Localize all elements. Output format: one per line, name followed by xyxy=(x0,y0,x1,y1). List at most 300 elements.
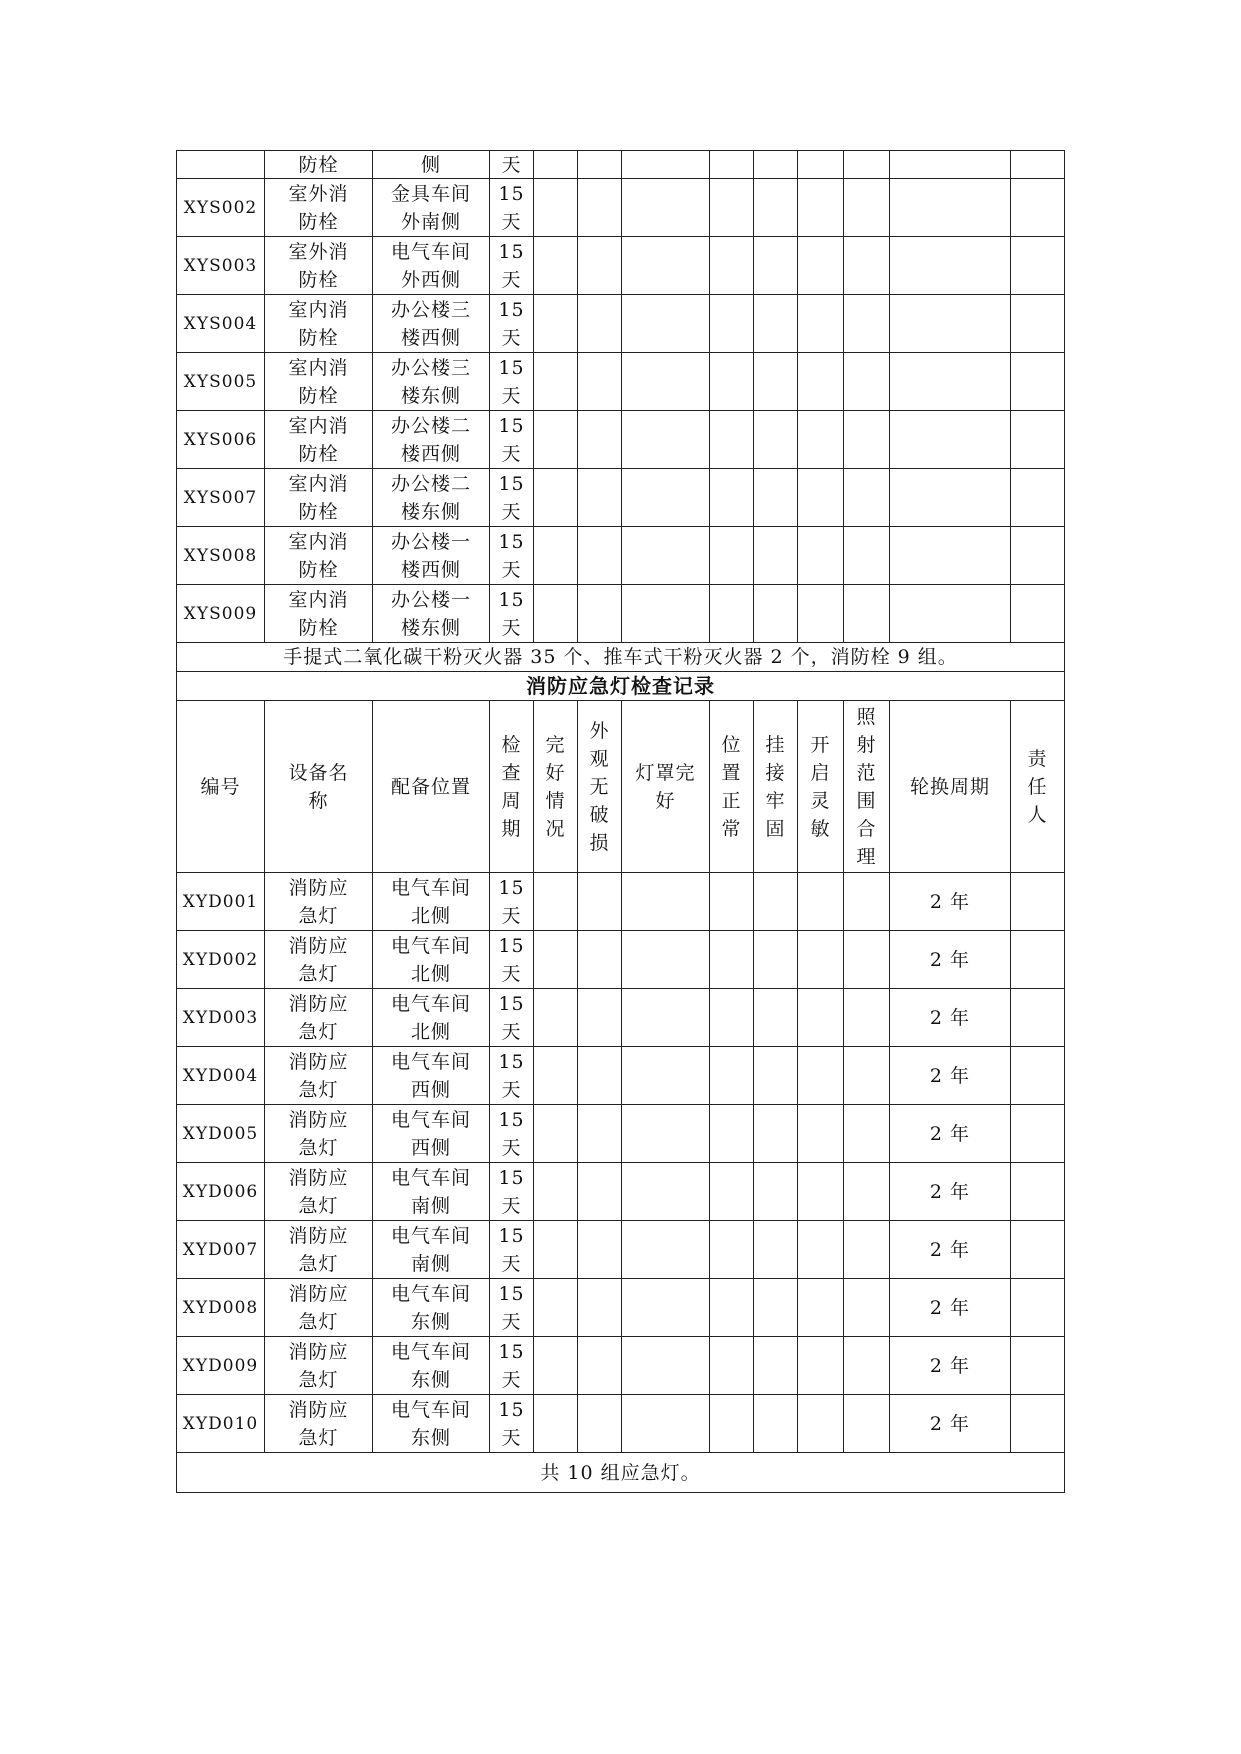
blank-cell xyxy=(798,469,844,527)
header-cover-line: 好 xyxy=(655,789,676,812)
blank-cell xyxy=(890,469,1011,527)
id-cell: XYS007 xyxy=(177,469,265,527)
id-cell: XYS006 xyxy=(177,411,265,469)
blank-cell xyxy=(844,585,890,643)
blank-cell xyxy=(798,353,844,411)
cycle-cell-line: 天 xyxy=(501,500,522,523)
id-cell: XYD003 xyxy=(177,989,265,1047)
blank-cell xyxy=(798,411,844,469)
header-switch-line: 开 xyxy=(810,733,831,756)
header-owner-line: 责 xyxy=(1027,747,1048,770)
table-row xyxy=(177,237,1065,295)
blank-cell xyxy=(754,353,798,411)
blank-cell xyxy=(798,295,844,353)
cycle-cell-line: 15 xyxy=(498,1224,525,1247)
header-position-line: 常 xyxy=(721,817,742,840)
cycle-cell-line: 天 xyxy=(501,904,522,927)
header-owner-line: 人 xyxy=(1027,803,1048,826)
name-cell-line: 急灯 xyxy=(298,1426,339,1449)
rotation-cell: 2 年 xyxy=(890,989,1011,1047)
location-cell: 侧 xyxy=(373,151,490,179)
blank-cell xyxy=(754,237,798,295)
location-cell xyxy=(373,295,490,353)
blank-cell xyxy=(622,179,710,237)
blank-cell xyxy=(578,469,622,527)
header-id: 编号 xyxy=(177,701,265,873)
blank-cell xyxy=(534,1337,578,1395)
cycle-cell xyxy=(490,873,534,931)
location-cell-line: 西侧 xyxy=(410,1136,451,1159)
blank-cell xyxy=(710,295,754,353)
blank-cell xyxy=(844,179,890,237)
header-intact-line: 好 xyxy=(545,761,566,784)
location-cell-line: 外南侧 xyxy=(400,210,461,233)
cycle-cell xyxy=(490,1337,534,1395)
blank-cell xyxy=(622,873,710,931)
header-appearance-line: 外 xyxy=(589,719,610,742)
blank-cell xyxy=(710,411,754,469)
blank-cell xyxy=(710,1337,754,1395)
location-cell-line: 办公楼二 xyxy=(390,414,471,437)
name-cell-line: 消防应 xyxy=(288,1050,349,1073)
location-cell xyxy=(373,1163,490,1221)
cycle-cell-line: 15 xyxy=(498,182,525,205)
name-cell xyxy=(265,411,373,469)
blank-cell xyxy=(844,353,890,411)
owner-cell xyxy=(1011,1221,1065,1279)
blank-cell xyxy=(578,1105,622,1163)
blank-cell xyxy=(754,585,798,643)
blank-cell xyxy=(890,527,1011,585)
cycle-cell-line: 天 xyxy=(501,1252,522,1275)
rotation-cell: 2 年 xyxy=(890,1105,1011,1163)
name-cell xyxy=(265,585,373,643)
blank-cell xyxy=(1011,585,1065,643)
header-cycle-line: 周 xyxy=(501,789,522,812)
cycle-cell xyxy=(490,179,534,237)
location-cell xyxy=(373,873,490,931)
header-range xyxy=(844,701,890,873)
cycle-cell xyxy=(490,1105,534,1163)
blank-cell xyxy=(710,179,754,237)
blank-cell xyxy=(1011,469,1065,527)
header-cycle xyxy=(490,701,534,873)
location-cell xyxy=(373,1105,490,1163)
header-range-line: 范 xyxy=(856,761,877,784)
location-cell-line: 金具车间 xyxy=(390,182,471,205)
header-mounting-line: 固 xyxy=(765,817,786,840)
cycle-cell xyxy=(490,527,534,585)
cycle-cell xyxy=(490,989,534,1047)
cycle-cell-line: 15 xyxy=(498,356,525,379)
location-cell-line: 电气车间 xyxy=(390,1108,471,1131)
blank-cell xyxy=(534,931,578,989)
cycle-cell xyxy=(490,1395,534,1453)
blank-cell xyxy=(754,179,798,237)
location-cell xyxy=(373,1221,490,1279)
cycle-cell xyxy=(490,353,534,411)
name-cell-line: 防栓 xyxy=(298,442,339,465)
cycle-cell xyxy=(490,931,534,989)
name-cell-line: 防栓 xyxy=(298,210,339,233)
cycle-cell xyxy=(490,1163,534,1221)
owner-cell xyxy=(1011,1047,1065,1105)
blank-cell xyxy=(710,585,754,643)
location-cell-line: 办公楼二 xyxy=(390,472,471,495)
location-cell-line: 办公楼一 xyxy=(390,530,471,553)
location-cell-line: 电气车间 xyxy=(390,1398,471,1421)
blank-cell xyxy=(622,411,710,469)
blank-cell xyxy=(1011,179,1065,237)
location-cell xyxy=(373,989,490,1047)
location-cell xyxy=(373,469,490,527)
location-cell-line: 电气车间 xyxy=(390,1224,471,1247)
blank-cell xyxy=(754,1163,798,1221)
location-cell xyxy=(373,411,490,469)
id-cell: XYD005 xyxy=(177,1105,265,1163)
blank-cell xyxy=(710,469,754,527)
header-range-line: 理 xyxy=(856,845,877,868)
blank-cell xyxy=(890,411,1011,469)
name-cell-line: 急灯 xyxy=(298,1020,339,1043)
blank-cell xyxy=(754,295,798,353)
header-cycle-line: 检 xyxy=(501,733,522,756)
blank-cell xyxy=(890,295,1011,353)
blank-cell xyxy=(710,527,754,585)
blank-cell xyxy=(622,931,710,989)
name-cell xyxy=(265,353,373,411)
name-cell xyxy=(265,1105,373,1163)
location-cell-line: 办公楼三 xyxy=(390,298,471,321)
header-mounting xyxy=(754,701,798,873)
blank-cell xyxy=(1011,411,1065,469)
table-row xyxy=(177,469,1065,527)
blank-cell xyxy=(844,1221,890,1279)
cycle-cell xyxy=(490,295,534,353)
location-cell-line: 电气车间 xyxy=(390,1050,471,1073)
name-cell xyxy=(265,295,373,353)
location-cell-line: 东侧 xyxy=(410,1310,451,1333)
location-cell-line: 东侧 xyxy=(410,1426,451,1449)
owner-cell xyxy=(1011,1279,1065,1337)
id-cell xyxy=(177,151,265,179)
cycle-cell-line: 天 xyxy=(501,558,522,581)
cycle-cell-line: 15 xyxy=(498,1166,525,1189)
blank-cell xyxy=(622,1395,710,1453)
blank-cell xyxy=(798,1279,844,1337)
blank-cell xyxy=(754,1337,798,1395)
header-appearance xyxy=(578,701,622,873)
blank-cell xyxy=(578,295,622,353)
summary-row xyxy=(177,643,1065,672)
blank-cell xyxy=(798,931,844,989)
hydrant-summary: 手提式二氧化碳干粉灭火器 35 个、推车式干粉灭火器 2 个，消防栓 9 组。 xyxy=(177,643,1065,672)
id-cell: XYD002 xyxy=(177,931,265,989)
cycle-cell-line: 天 xyxy=(501,268,522,291)
blank-cell xyxy=(754,527,798,585)
cycle-cell-line: 天 xyxy=(501,384,522,407)
cycle-cell-line: 15 xyxy=(498,414,525,437)
blank-cell xyxy=(844,989,890,1047)
name-cell xyxy=(265,873,373,931)
name-cell xyxy=(265,1163,373,1221)
blank-cell xyxy=(798,1105,844,1163)
name-cell-line: 室内消 xyxy=(288,298,349,321)
owner-cell xyxy=(1011,931,1065,989)
rotation-cell: 2 年 xyxy=(890,873,1011,931)
cycle-cell-line: 天 xyxy=(501,1136,522,1159)
cycle-cell-line: 天 xyxy=(501,1020,522,1043)
owner-cell xyxy=(1011,1163,1065,1221)
cycle-cell-line: 15 xyxy=(498,472,525,495)
cycle-cell-line: 15 xyxy=(498,240,525,263)
cycle-cell-line: 15 xyxy=(498,1282,525,1305)
cycle-cell-line: 15 xyxy=(498,1398,525,1421)
blank-cell xyxy=(534,1163,578,1221)
blank-cell xyxy=(710,989,754,1047)
id-cell: XYD007 xyxy=(177,1221,265,1279)
name-cell-line: 室内消 xyxy=(288,530,349,553)
blank-cell xyxy=(622,527,710,585)
blank-cell xyxy=(622,1163,710,1221)
section-title-row xyxy=(177,672,1065,701)
rotation-cell: 2 年 xyxy=(890,1221,1011,1279)
blank-cell xyxy=(534,1221,578,1279)
blank-cell xyxy=(844,295,890,353)
cycle-cell-line: 天 xyxy=(501,1310,522,1333)
blank-cell xyxy=(754,1279,798,1337)
blank-cell xyxy=(534,1105,578,1163)
cycle-cell-line: 天 xyxy=(501,442,522,465)
blank-cell xyxy=(798,873,844,931)
id-cell: XYD009 xyxy=(177,1337,265,1395)
name-cell-line: 急灯 xyxy=(298,1310,339,1333)
table-row xyxy=(177,179,1065,237)
blank-cell xyxy=(844,411,890,469)
blank-cell xyxy=(844,1047,890,1105)
blank-cell xyxy=(622,1337,710,1395)
table-row xyxy=(177,411,1065,469)
blank-cell xyxy=(844,1337,890,1395)
name-cell-line: 防栓 xyxy=(298,268,339,291)
blank-cell xyxy=(578,1163,622,1221)
header-location: 配备位置 xyxy=(373,701,490,873)
location-cell-line: 北侧 xyxy=(410,1020,451,1043)
location-cell xyxy=(373,1337,490,1395)
blank-cell xyxy=(622,989,710,1047)
cycle-cell: 天 xyxy=(490,151,534,179)
blank-cell xyxy=(534,1047,578,1105)
blank-cell xyxy=(578,873,622,931)
blank-cell xyxy=(578,1337,622,1395)
cycle-cell-line: 15 xyxy=(498,1050,525,1073)
location-cell-line: 楼东侧 xyxy=(400,500,461,523)
location-cell xyxy=(373,931,490,989)
cycle-cell-line: 天 xyxy=(501,962,522,985)
name-cell xyxy=(265,989,373,1047)
blank-cell xyxy=(798,585,844,643)
header-mounting-line: 接 xyxy=(765,761,786,784)
blank-cell xyxy=(754,931,798,989)
blank-cell xyxy=(710,873,754,931)
blank-cell xyxy=(578,1279,622,1337)
blank-cell xyxy=(890,353,1011,411)
location-cell-line: 电气车间 xyxy=(390,1166,471,1189)
table-row xyxy=(177,1395,1065,1453)
blank-cell xyxy=(578,411,622,469)
blank-cell xyxy=(798,1337,844,1395)
blank-cell xyxy=(798,989,844,1047)
name-cell-line: 防栓 xyxy=(298,558,339,581)
table-row xyxy=(177,527,1065,585)
blank-cell xyxy=(710,1163,754,1221)
blank-cell xyxy=(754,989,798,1047)
name-cell-line: 急灯 xyxy=(298,962,339,985)
header-intact-line: 况 xyxy=(545,817,566,840)
header-appearance-line: 无 xyxy=(589,775,610,798)
blank-cell xyxy=(578,237,622,295)
header-appearance-line: 损 xyxy=(589,831,610,854)
name-cell xyxy=(265,931,373,989)
header-switch-line: 启 xyxy=(810,761,831,784)
location-cell-line: 楼东侧 xyxy=(400,384,461,407)
id-cell: XYS009 xyxy=(177,585,265,643)
cycle-cell-line: 15 xyxy=(498,530,525,553)
blank-cell xyxy=(844,527,890,585)
header-name-line: 称 xyxy=(308,789,329,812)
inspection-table xyxy=(176,150,1065,1493)
blank-cell xyxy=(710,931,754,989)
location-cell-line: 楼西侧 xyxy=(400,558,461,581)
location-cell xyxy=(373,1279,490,1337)
header-owner-line: 任 xyxy=(1027,775,1048,798)
header-appearance-line: 观 xyxy=(589,747,610,770)
id-cell: XYD008 xyxy=(177,1279,265,1337)
blank-cell xyxy=(534,1279,578,1337)
blank-cell xyxy=(754,1105,798,1163)
name-cell-line: 室外消 xyxy=(288,240,349,263)
blank-cell xyxy=(844,469,890,527)
header-row xyxy=(177,701,1065,873)
blank-cell xyxy=(534,585,578,643)
blank-cell xyxy=(754,1221,798,1279)
rotation-cell: 2 年 xyxy=(890,1047,1011,1105)
header-position-line: 正 xyxy=(721,789,742,812)
blank-cell xyxy=(798,1221,844,1279)
blank-cell xyxy=(622,353,710,411)
blank-cell xyxy=(844,1395,890,1453)
blank-cell xyxy=(754,411,798,469)
blank-cell xyxy=(578,179,622,237)
table-row xyxy=(177,151,1065,179)
name-cell-line: 防栓 xyxy=(298,326,339,349)
blank-cell xyxy=(622,295,710,353)
header-appearance-line: 破 xyxy=(589,803,610,826)
name-cell-line: 消防应 xyxy=(288,1166,349,1189)
name-cell-line: 室内消 xyxy=(288,414,349,437)
table-row xyxy=(177,1337,1065,1395)
blank-cell xyxy=(844,237,890,295)
table-row xyxy=(177,1279,1065,1337)
name-cell xyxy=(265,237,373,295)
location-cell xyxy=(373,585,490,643)
name-cell-line: 室内消 xyxy=(288,472,349,495)
location-cell-line: 南侧 xyxy=(410,1252,451,1275)
name-cell: 防栓 xyxy=(265,151,373,179)
id-cell: XYS004 xyxy=(177,295,265,353)
id-cell: XYD001 xyxy=(177,873,265,931)
header-switch xyxy=(798,701,844,873)
id-cell: XYD006 xyxy=(177,1163,265,1221)
blank-cell xyxy=(710,1279,754,1337)
header-owner xyxy=(1011,701,1065,873)
location-cell-line: 西侧 xyxy=(410,1078,451,1101)
blank-cell xyxy=(578,1395,622,1453)
cycle-cell-line: 天 xyxy=(501,616,522,639)
name-cell-line: 室外消 xyxy=(288,182,349,205)
blank-cell xyxy=(844,1163,890,1221)
table-row xyxy=(177,1221,1065,1279)
cycle-cell xyxy=(490,1047,534,1105)
name-cell-line: 消防应 xyxy=(288,1282,349,1305)
blank-cell xyxy=(534,873,578,931)
name-cell xyxy=(265,1221,373,1279)
summary-row xyxy=(177,1453,1065,1493)
name-cell-line: 急灯 xyxy=(298,1078,339,1101)
name-cell-line: 消防应 xyxy=(288,1108,349,1131)
name-cell xyxy=(265,179,373,237)
name-cell xyxy=(265,1047,373,1105)
blank-cell xyxy=(622,1221,710,1279)
header-mounting-line: 挂 xyxy=(765,733,786,756)
blank-cell xyxy=(578,1221,622,1279)
location-cell xyxy=(373,1047,490,1105)
owner-cell xyxy=(1011,1337,1065,1395)
id-cell: XYS008 xyxy=(177,527,265,585)
name-cell-line: 消防应 xyxy=(288,1398,349,1421)
blank-cell xyxy=(1011,527,1065,585)
blank-cell xyxy=(844,1105,890,1163)
header-cycle-line: 查 xyxy=(501,761,522,784)
blank-cell xyxy=(578,527,622,585)
header-position-line: 置 xyxy=(721,761,742,784)
cycle-cell-line: 15 xyxy=(498,876,525,899)
table-row xyxy=(177,873,1065,931)
cycle-cell xyxy=(490,1221,534,1279)
blank-cell xyxy=(710,1047,754,1105)
blank-cell xyxy=(534,353,578,411)
location-cell-line: 电气车间 xyxy=(390,1340,471,1363)
blank-cell xyxy=(534,179,578,237)
owner-cell xyxy=(1011,1105,1065,1163)
header-intact-line: 情 xyxy=(545,789,566,812)
rotation-cell: 2 年 xyxy=(890,1279,1011,1337)
header-name xyxy=(265,701,373,873)
section-title: 消防应急灯检查记录 xyxy=(177,672,1065,701)
location-cell-line: 电气车间 xyxy=(390,934,471,957)
location-cell-line: 外西侧 xyxy=(400,268,461,291)
location-cell xyxy=(373,1395,490,1453)
table-row xyxy=(177,1163,1065,1221)
name-cell-line: 消防应 xyxy=(288,876,349,899)
blank-cell xyxy=(798,1163,844,1221)
location-cell xyxy=(373,353,490,411)
owner-cell xyxy=(1011,1395,1065,1453)
blank-cell xyxy=(710,353,754,411)
name-cell-line: 急灯 xyxy=(298,1252,339,1275)
location-cell xyxy=(373,527,490,585)
blank-cell xyxy=(1011,353,1065,411)
